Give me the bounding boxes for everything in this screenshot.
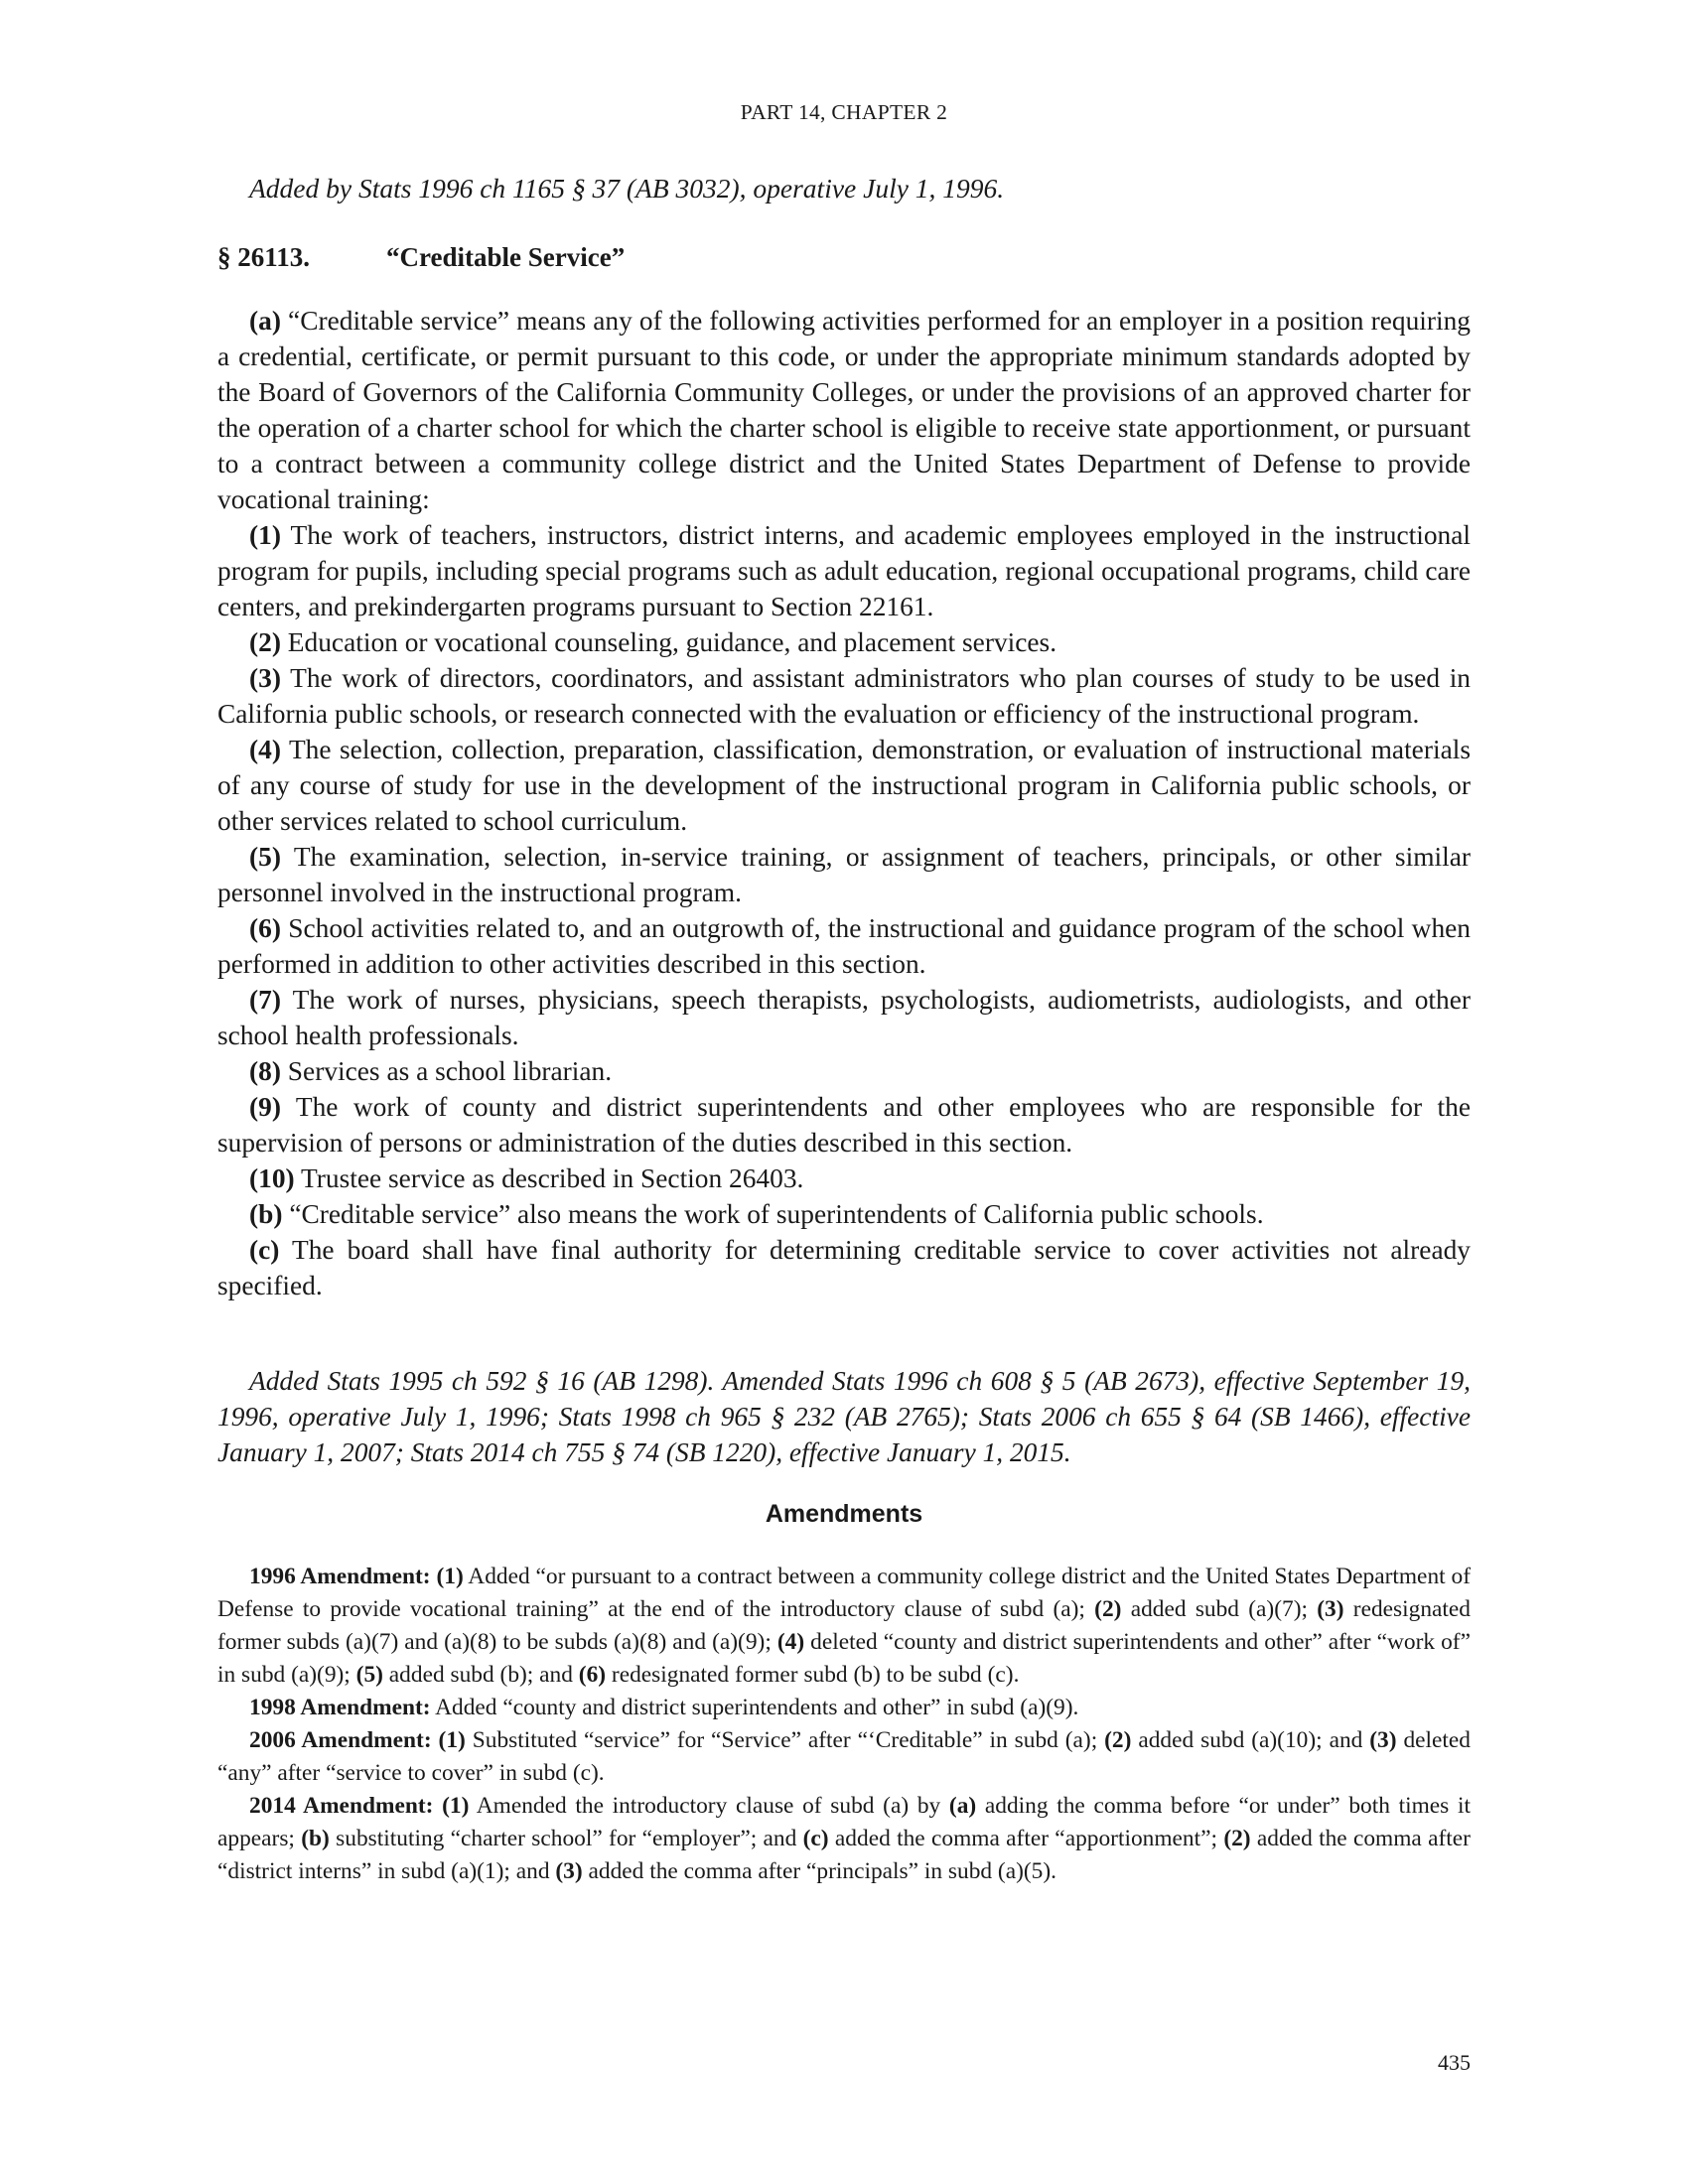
paragraph-text: The work of directors, coordinators, and assistant administrators who plan courses of study to be used in California public schools, or research connected with the evaluation or efficiency of the instructional program. — [217, 663, 1471, 729]
subdivision-a — [217, 303, 1471, 517]
paragraph-label: (2) — [249, 627, 281, 657]
amendment-text: redesignated former subd (b) to be subd (c). — [606, 1662, 1020, 1688]
section-body — [217, 303, 1471, 1303]
paragraph-text: School activities related to, and an outgrowth of, the instructional and guidance program of the school when performed in addition to other activities described in this section. — [217, 913, 1471, 979]
amendment-bold: (6) — [578, 1662, 607, 1688]
amendment-text: Substituted “service” for “Service” after “‘Creditable” in subd (a); — [465, 1727, 1105, 1753]
paragraph-text: Trustee service as described in Section 26403. — [294, 1163, 804, 1193]
paragraph-2 — [217, 624, 1471, 660]
amendment-bold: (3) — [1317, 1596, 1344, 1622]
amendment-bold: 2014 Amendment: (1) — [249, 1793, 470, 1819]
amendment-text: redesignated former subds (a)(7) and (a)(8) to be subds (a)(8) and (a)(9); — [217, 1596, 1471, 1655]
amendment-bold: (2) — [1094, 1596, 1122, 1622]
paragraph-8 — [217, 1053, 1471, 1089]
amendment-2006 — [217, 1724, 1471, 1790]
subdivision-c — [217, 1232, 1471, 1303]
paragraph-label: (6) — [249, 913, 281, 943]
amendments-heading: Amendments — [765, 1500, 923, 1528]
paragraph-text: The work of nurses, physicians, speech therapists, psychologists, audiometrists, audiologists, and other school health professionals. — [217, 985, 1471, 1050]
amendment-text: added subd (a)(7); — [1121, 1596, 1318, 1622]
amendment-text: Added “or pursuant to a contract between a community college district and the United States Department of Defense to provide vocational training” at the end of the introductory clause of subd (a); — [217, 1564, 1471, 1622]
amendment-text: added the comma after “apportionment”; — [828, 1826, 1224, 1851]
amendment-bold: (3) — [555, 1858, 583, 1884]
subdivision-text: The board shall have final authority for determining creditable service to cover activities not already specified. — [217, 1235, 1471, 1300]
amendment-bold: 1996 Amendment: (1) — [249, 1564, 464, 1589]
paragraph-label: (5) — [249, 842, 281, 872]
amendment-text: Amended the introductory clause of subd (a) by — [469, 1793, 949, 1819]
section-title: “Creditable Service” — [386, 242, 626, 272]
paragraph-3 — [217, 660, 1471, 732]
amendment-text: added subd (a)(10); and — [1131, 1727, 1370, 1753]
amendment-bold: (2) — [1104, 1727, 1132, 1753]
paragraph-text: Services as a school librarian. — [280, 1056, 613, 1086]
paragraph-label: (3) — [249, 663, 281, 693]
amendment-text: added the comma after “district interns” in subd (a)(1); and — [217, 1826, 1471, 1884]
paragraph-text: The work of county and district superintendents and other employees who are responsible for the supervision of persons or administration of the duties described in this section. — [217, 1092, 1471, 1158]
subdivision-label: (a) — [249, 306, 281, 336]
amendment-text: added subd (b); and — [382, 1662, 579, 1688]
paragraph-label: (1) — [249, 520, 281, 550]
paragraph-label: (9) — [249, 1092, 281, 1122]
amendment-bold: 1998 Amendment: — [249, 1695, 431, 1720]
amendment-text: added the comma after “principals” in subd (a)(5). — [582, 1858, 1057, 1884]
subdivision-label: (b) — [249, 1199, 283, 1229]
amendment-bold: (2) — [1223, 1826, 1251, 1851]
paragraph-text: The work of teachers, instructors, district interns, and academic employees employed in the instructional program for pupils, including special programs such as adult education, regional occupational programs, child care centers, and prekindergarten programs pursuant to Section 22161. — [217, 520, 1471, 621]
paragraph-label: (8) — [249, 1056, 281, 1086]
amendment-bold: (3) — [1369, 1727, 1397, 1753]
amendment-1998 — [217, 1692, 1471, 1724]
paragraph-10 — [217, 1160, 1471, 1196]
amendment-bold: (5) — [355, 1662, 383, 1688]
history-note: Added Stats 1995 ch 592 § 16 (AB 1298). Amended Stats 1996 ch 608 § 5 (AB 2673), effective September 19, 1996, operative July 1, 1996; Stats 1998 ch 965 § 232 (AB 2765); Stats 2006 ch 655 § 64 (SB 1466), effective January 1, 2007; Stats 2014 ch 755 § 74 (SB 1220), effective January 1, 2015. — [217, 1366, 1471, 1467]
amendment-bold: (4) — [776, 1629, 805, 1655]
paragraph-1 — [217, 517, 1471, 624]
enactment-note: Added by Stats 1996 ch 1165 § 37 (AB 3032), operative July 1, 1996. — [249, 173, 1005, 204]
paragraph-text: Education or vocational counseling, guidance, and placement services. — [280, 627, 1057, 657]
paragraph-6 — [217, 910, 1471, 982]
paragraph-7 — [217, 982, 1471, 1053]
amendment-bold: (c) — [802, 1826, 829, 1851]
amendment-text: deleted “any” after “service to cover” in subd (c). — [217, 1727, 1471, 1786]
subdivision-label: (c) — [249, 1235, 280, 1265]
subdivision-text: “Creditable service” means any of the following activities performed for an employer in a position requiring a credential, certificate, or permit pursuant to this code, or under the appropriate minimum standards adopted by the Board of Governors of the California Community Colleges, or under the provisions of an approved charter for the operation of a charter school for which the charter school is eligible to receive state apportionment, or pursuant to a contract between a community college district and the United States Department of Defense to provide vocational training: — [217, 306, 1471, 514]
amendments-list — [217, 1561, 1471, 1888]
paragraph-label: (4) — [249, 735, 281, 764]
amendment-bold: (a) — [948, 1793, 977, 1819]
amendment-text: Added “county and district superintendents and other” in subd (a)(9). — [430, 1695, 1079, 1720]
amendment-bold: (b) — [301, 1826, 330, 1851]
amendment-bold: 2006 Amendment: (1) — [249, 1727, 466, 1753]
amendment-2014 — [217, 1790, 1471, 1888]
paragraph-9 — [217, 1089, 1471, 1160]
paragraph-label: (7) — [249, 985, 281, 1015]
amendment-text: deleted “county and district superintendents and other” after “work of” in subd (a)(9); — [217, 1629, 1471, 1688]
amendment-text: adding the comma before “or under” both times it appears; — [217, 1793, 1471, 1851]
amendment-text: substituting “charter school” for “employer”; and — [329, 1826, 803, 1851]
paragraph-text: The examination, selection, in-service training, or assignment of teachers, principals, or other similar personnel involved in the instructional program. — [217, 842, 1471, 907]
paragraph-4 — [217, 732, 1471, 839]
paragraph-text: The selection, collection, preparation, classification, demonstration, or evaluation of instructional materials of any course of study for use in the development of the instructional program in California public schools, or other services related to school curriculum. — [217, 735, 1471, 836]
running-head: PART 14, CHAPTER 2 — [740, 100, 948, 124]
paragraph-5 — [217, 839, 1471, 910]
subdivision-b — [217, 1196, 1471, 1232]
amendment-1996 — [217, 1561, 1471, 1692]
paragraph-label: (10) — [249, 1163, 295, 1193]
section-heading — [217, 239, 1471, 275]
subdivision-text: “Creditable service” also means the work of superintendents of California public schools. — [282, 1199, 1264, 1229]
page-number: 435 — [1438, 2050, 1471, 2075]
section-number: § 26113. — [217, 242, 311, 272]
